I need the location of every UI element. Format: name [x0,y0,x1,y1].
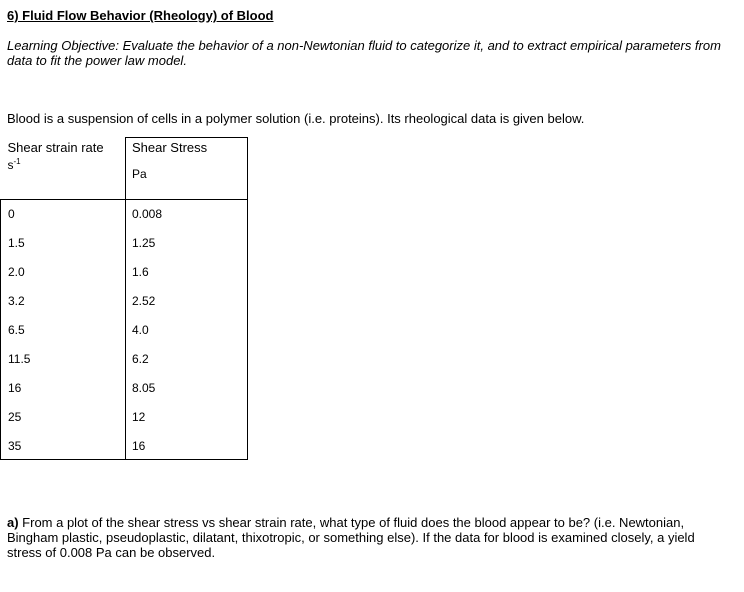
unit-exponent: -1 [13,156,21,166]
table-row [1,345,248,374]
rheology-data-table [0,137,248,460]
cell-shear-stress: 16 [126,432,248,460]
cell-shear-stress: 8.05 [126,374,248,403]
table-row [1,316,248,345]
intro-text: Blood is a suspension of cells in a polymer solution (i.e. proteins). Its rheological data is given below. [7,111,585,126]
cell-shear-strain-rate: 6.5 [1,316,126,345]
question-text: From a plot of the shear stress vs shear strain rate, what type of fluid does the blood appear to be? (i.e. Newtonian, Bingham plastic, pseudoplastic, dilatant, thixotropic, or something else). If the data for blood is examined closely, a yield stress of 0.008 Pa can be observed. [7,515,695,560]
question-label: a) [7,515,19,530]
cell-shear-strain-rate: 1.5 [1,229,126,258]
cell-shear-stress: 4.0 [126,316,248,345]
header-label: Shear Stress [132,140,208,155]
table-row [1,258,248,287]
header-shear-stress [126,138,248,200]
section-title: 6) Fluid Flow Behavior (Rheology) of Blood [7,8,274,23]
table-row [1,403,248,432]
table-row [1,287,248,316]
table-row [1,374,248,403]
cell-shear-strain-rate: 11.5 [1,345,126,374]
cell-shear-strain-rate: 3.2 [1,287,126,316]
learning-objective: Learning Objective: Evaluate the behavior of a non-Newtonian fluid to categorize it, and to extract empirical parameters from data to fit the power law model. [7,38,721,68]
cell-shear-strain-rate: 16 [1,374,126,403]
header-unit [8,155,126,172]
cell-shear-stress: 12 [126,403,248,432]
header-label: Shear strain rate [7,139,104,155]
cell-shear-stress: 1.6 [126,258,248,287]
header-unit: Pa [132,167,147,181]
table-header-row [1,138,248,200]
cell-shear-stress: 1.25 [126,229,248,258]
table-row [1,200,248,230]
table-row [1,229,248,258]
cell-shear-stress: 0.008 [126,200,248,230]
cell-shear-strain-rate: 25 [1,403,126,432]
cell-shear-stress: 2.52 [126,287,248,316]
cell-shear-stress: 6.2 [126,345,248,374]
table-row [1,432,248,460]
cell-shear-strain-rate: 2.0 [1,258,126,287]
cell-shear-strain-rate: 35 [1,432,126,460]
cell-shear-strain-rate: 0 [1,200,126,230]
unit-base: s [7,157,14,172]
header-shear-strain-rate [1,138,126,200]
question-a [7,515,732,560]
